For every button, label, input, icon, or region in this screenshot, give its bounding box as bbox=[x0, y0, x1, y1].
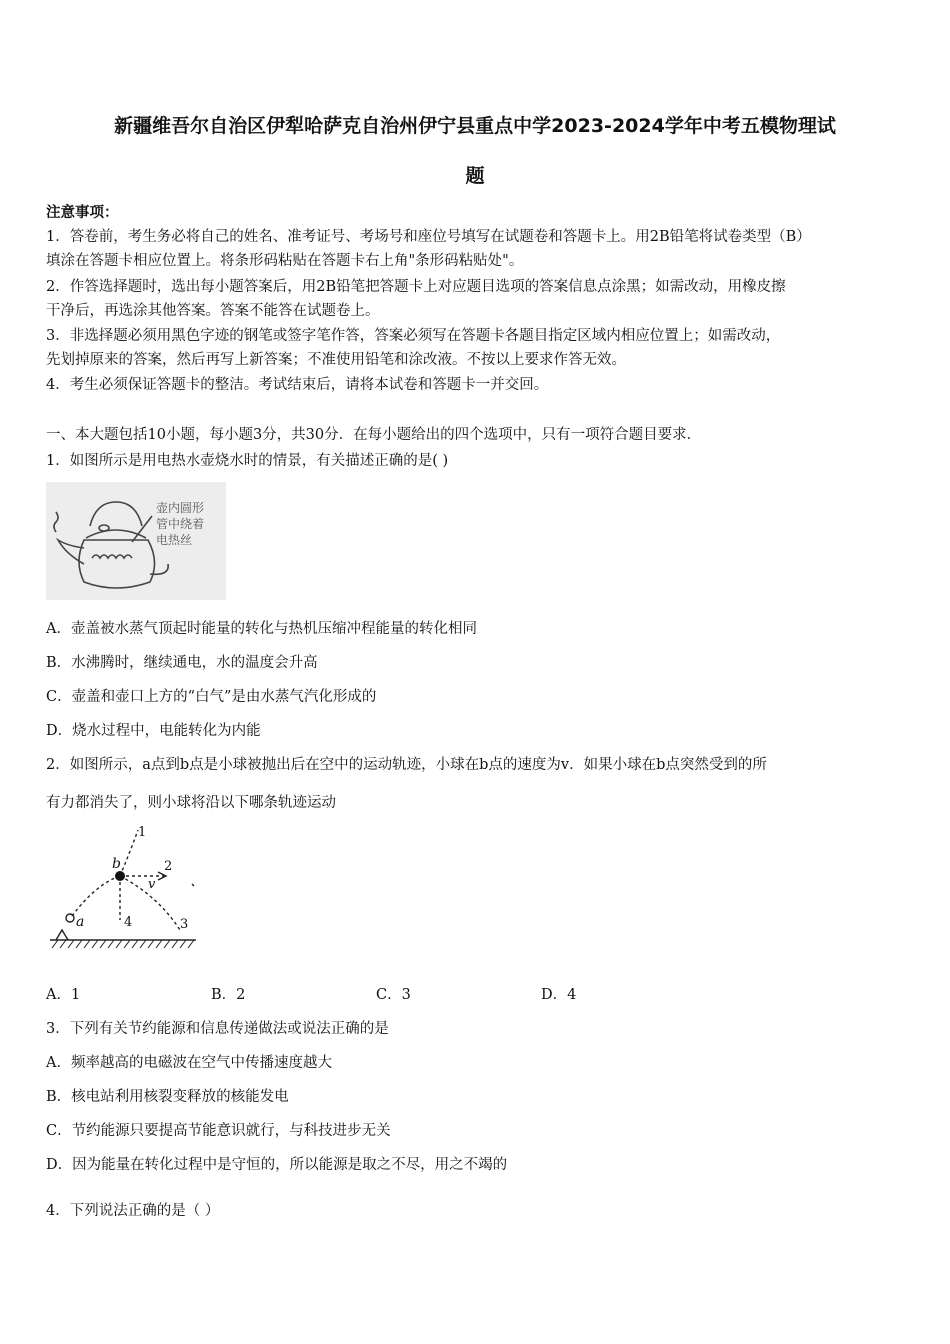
notice-line: 填涂在答题卡相应位置上。将条形码粘贴在答题卡右上角"条形码粘贴处"。 bbox=[46, 253, 524, 269]
notice-line: 1．答卷前，考生务必将自己的姓名、准考证号、考场号和座位号填写在试题卷和答题卡上。用2B铅笔将试卷类型（B） bbox=[46, 229, 811, 245]
question-3-option-c: C．节约能源只要提高节能意识就行，与科技进步无关 bbox=[46, 1123, 391, 1139]
notice-line: 4．考生必须保证答题卡的整洁。考试结束后，请将本试卷和答题卡一并交回。 bbox=[46, 377, 549, 393]
question-3-option-b: B．核电站利用核裂变释放的核能发电 bbox=[46, 1089, 289, 1105]
question-2-option-c: C．3 bbox=[376, 987, 411, 1003]
question-3-stem: 3．下列有关节约能源和信息传递做法或说法正确的是 bbox=[46, 1021, 389, 1037]
question-2-stem-line-2: 有力都消失了，则小球将沿以下哪条轨迹运动 bbox=[46, 795, 336, 811]
trajectory-figure bbox=[46, 822, 206, 952]
question-1-option-a: A．壶盖被水蒸气顶起时能量的转化与热机压缩冲程能量的转化相同 bbox=[46, 621, 477, 637]
ball-at-b bbox=[115, 871, 125, 881]
path-label: 4 bbox=[124, 915, 133, 930]
path-label: 2 bbox=[164, 859, 173, 874]
question-3-option-d: D．因为能量在转化过程中是守恒的，所以能源是取之不尽，用之不竭的 bbox=[46, 1157, 508, 1173]
path-label: 3 bbox=[180, 917, 189, 932]
point-a-label: a bbox=[76, 914, 85, 930]
question-2-stem-line-1: 2．如图所示，a点到b点是小球被抛出后在空中的运动轨迹，小球在b点的速度为v．如果小球在b点突然受到的所 bbox=[46, 757, 767, 773]
question-1-option-c: C．壶盖和壶口上方的“白气”是由水蒸气汽化形成的 bbox=[46, 689, 377, 705]
kettle-figure bbox=[46, 482, 226, 600]
velocity-label: v bbox=[148, 877, 156, 892]
question-1-option-d: D．烧水过程中，电能转化为内能 bbox=[46, 723, 261, 739]
question-2-option-b: B．2 bbox=[211, 987, 246, 1003]
kettle-label-line: 壶内圆形 bbox=[156, 501, 205, 515]
kettle-label-line: 管中绕着 bbox=[156, 517, 205, 531]
question-4-stem: 4．下列说法正确的是（ ） bbox=[46, 1203, 220, 1219]
notice-line: 2．作答选择题时，选出每小题答案后，用2B铅笔把答题卡上对应题目选项的答案信息点涂黑；如需改动，用橡皮擦 bbox=[46, 279, 786, 295]
question-2-option-d: D．4 bbox=[541, 987, 577, 1003]
question-1-stem: 1．如图所示是用电热水壶烧水时的情景，有关描述正确的是( ) bbox=[46, 453, 449, 469]
point-b-label: b bbox=[112, 856, 121, 872]
notice-line: 先划掉原来的答案，然后再写上新答案；不准使用铅笔和涂改液。不按以上要求作答无效。 bbox=[46, 352, 626, 368]
kettle-label-line: 电热丝 bbox=[156, 533, 193, 547]
notice-heading: 注意事项： bbox=[46, 204, 119, 221]
notice-line: 3．非选择题必须用黑色字迹的钢笔或签字笔作答，答案必须写在答题卡各题目指定区域内相应位置上；如需改动， bbox=[46, 328, 781, 344]
exam-title-line-1: 新疆维吾尔自治区伊犁哈萨克自治州伊宁县重点中学2023-2024学年中考五模物理试 bbox=[114, 115, 836, 137]
question-2-option-a: A．1 bbox=[46, 987, 81, 1003]
question-3-option-a: A．频率越高的电磁波在空气中传播速度越大 bbox=[46, 1055, 332, 1071]
notice-line: 干净后，再选涂其他答案。答案不能答在试题卷上。 bbox=[46, 303, 380, 319]
path-label: 1 bbox=[138, 825, 147, 840]
question-1-option-b: B．水沸腾时，继续通电，水的温度会升高 bbox=[46, 655, 318, 671]
exam-title-line-2: 题 bbox=[465, 165, 485, 187]
section-heading: 一、本大题包括10小题，每小题3分，共30分．在每小题给出的四个选项中，只有一项符合题目要求． bbox=[46, 427, 702, 443]
